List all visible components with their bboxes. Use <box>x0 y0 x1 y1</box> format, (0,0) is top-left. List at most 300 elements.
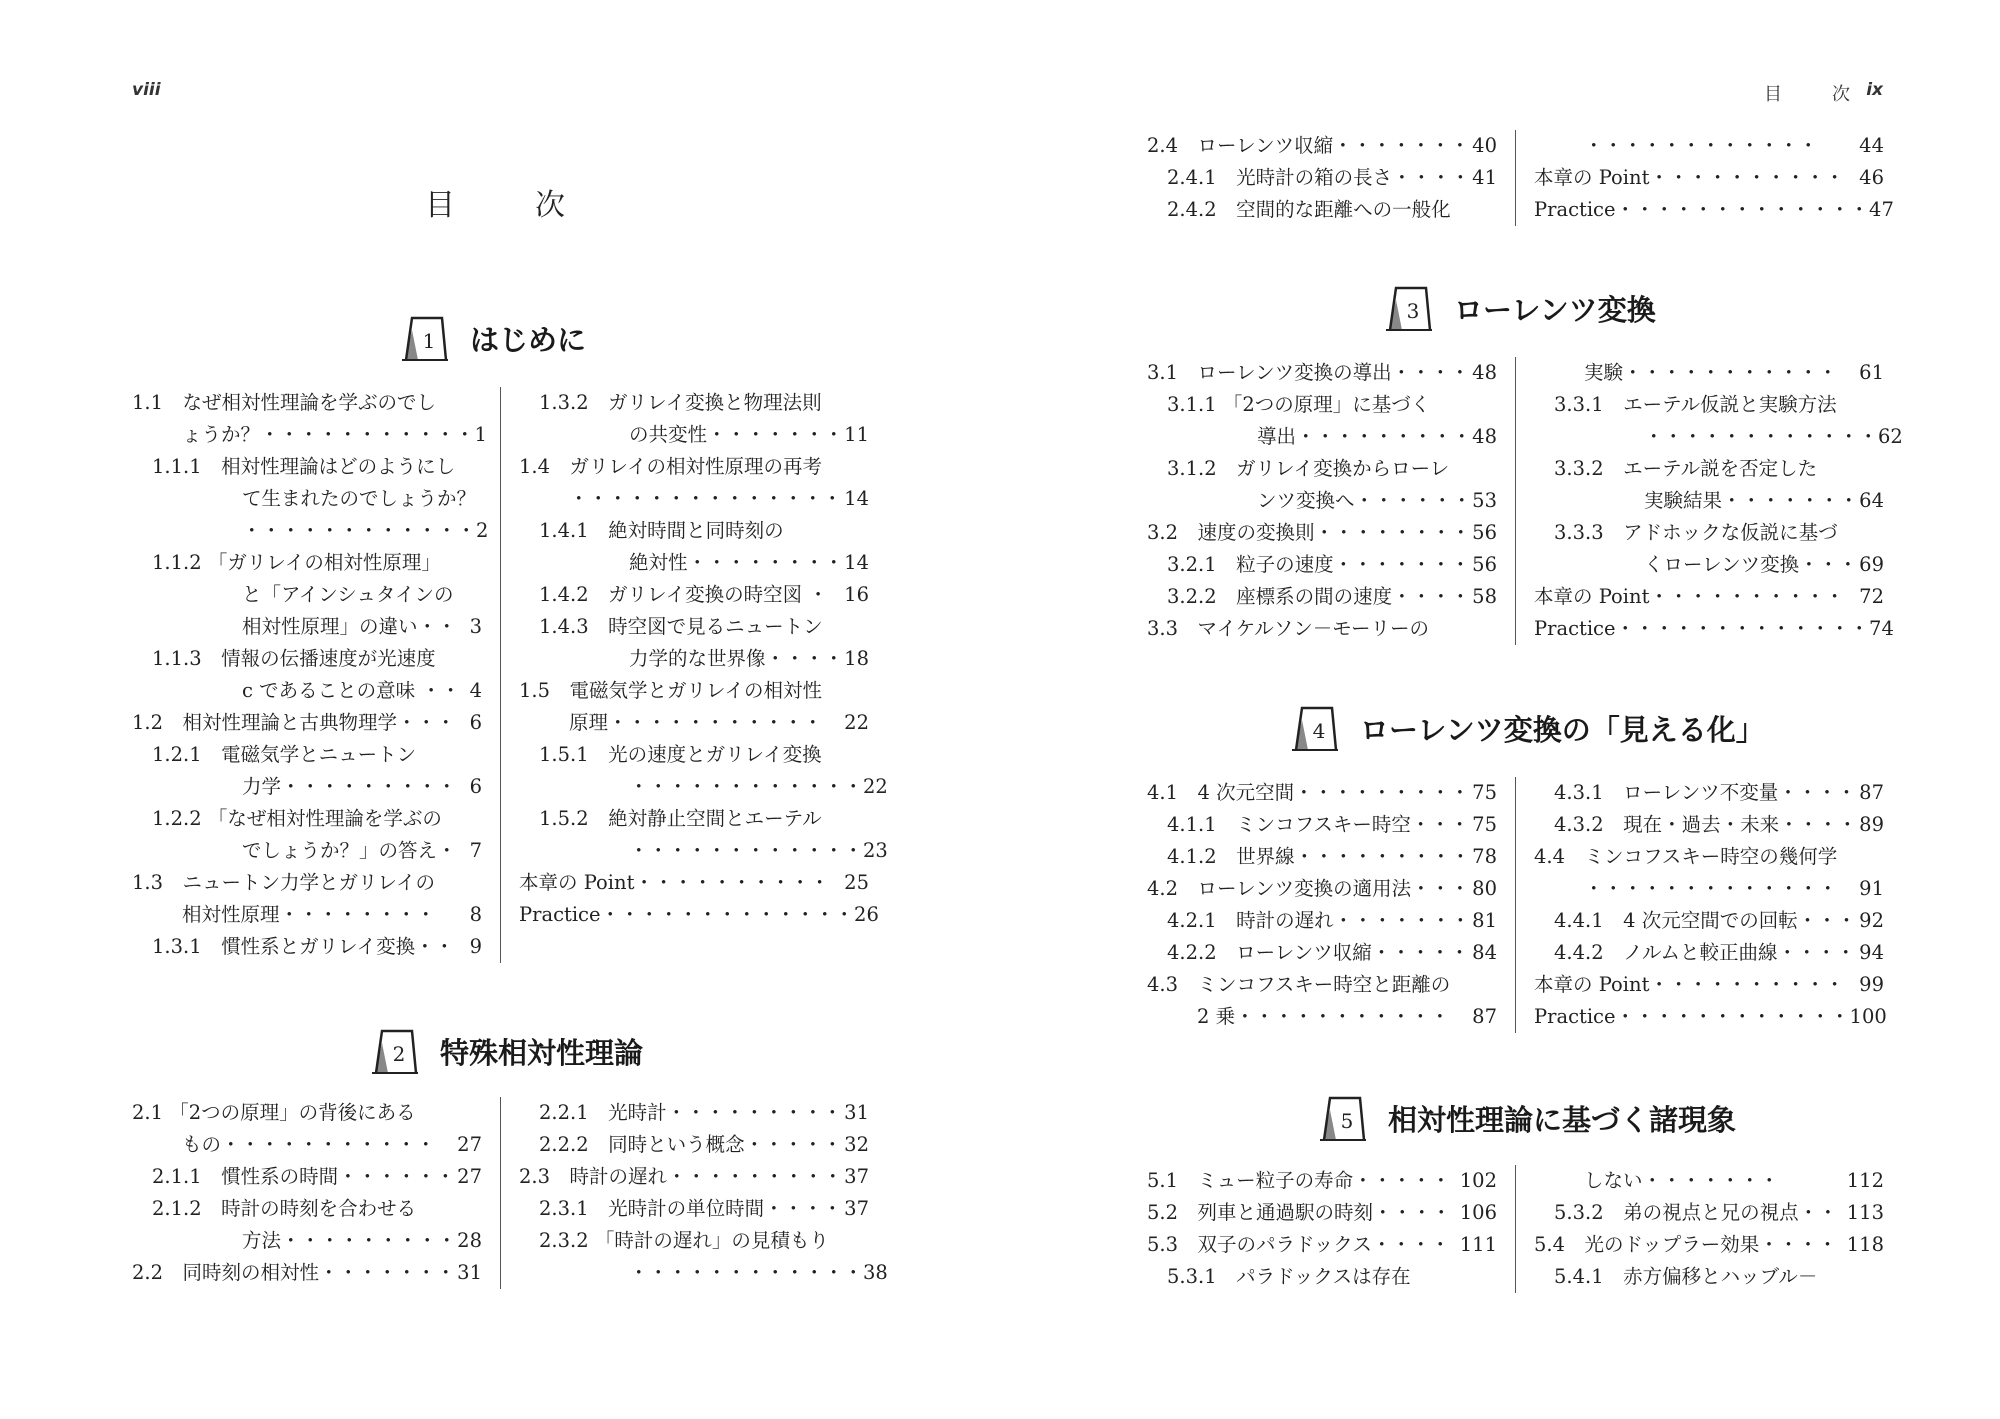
toc-page-number: 87 <box>1859 781 1884 804</box>
chapter-badge-icon <box>368 1025 420 1077</box>
toc-page-number: 72 <box>1859 585 1884 608</box>
right-running-header <box>1714 80 1850 106</box>
chapter-title: 相対性理論に基づく諸現象 <box>1388 1102 1737 1137</box>
chapter-2-toc <box>132 1097 888 1289</box>
toc-page-number: 32 <box>844 1133 869 1156</box>
toc-entry-text: 4.4.1 4 次元空間での回転・・・ <box>1554 909 1857 932</box>
chapter-number: 1 <box>422 329 436 353</box>
toc-entry <box>519 707 869 739</box>
toc-page-number: 106 <box>1459 1201 1497 1224</box>
chapter-5-toc <box>1147 1165 1884 1293</box>
toc-entry-text: 力学的な世界像・・・・ <box>629 647 844 670</box>
left-page-folio: viii <box>132 80 161 100</box>
toc-entry <box>132 899 482 931</box>
toc-page-number: 48 <box>1472 425 1497 448</box>
toc-entry <box>1534 873 1884 905</box>
toc-column-left <box>1147 357 1515 645</box>
chapter-badge-icon <box>1316 1092 1368 1144</box>
toc-entry-text: 4.3 ミンコフスキー時空と距離の <box>1147 973 1451 996</box>
toc-entry <box>1534 1197 1884 1229</box>
toc-entry-text: でしょうか？」の答え・ <box>242 839 457 862</box>
toc-entry-text: 実験・・・・・・・・・・・ <box>1584 361 1838 384</box>
toc-page-number: 92 <box>1859 909 1884 932</box>
toc-entry-text: 5.4 光のドップラー効果・・・・ <box>1534 1233 1838 1256</box>
toc-entry <box>1147 162 1497 194</box>
toc-page-number: 62 <box>1878 425 1903 448</box>
chapter-badge-icon <box>398 312 450 364</box>
toc-entry-text: 5.3 双子のパラドックス・・・・ <box>1147 1233 1451 1256</box>
toc-page-number: 61 <box>1859 361 1884 384</box>
chapter-4-heading <box>1288 702 1765 754</box>
toc-entry <box>1534 162 1884 194</box>
toc-page-number: 78 <box>1472 845 1497 868</box>
toc-entry-text: ・・・・・・・・・・・・・ <box>1584 877 1838 900</box>
toc-entry-text: 3.2 速度の変換則・・・・・・・・ <box>1147 521 1471 544</box>
toc-entry-text: 4.4 ミンコフスキー時空の幾何学 <box>1534 845 1838 868</box>
toc-entry-text: 1.1.1 相対性理論はどのようにし <box>152 455 456 478</box>
toc-page-number: 111 <box>1459 1233 1497 1256</box>
toc-page-number: 8 <box>469 903 482 926</box>
toc-entry <box>132 707 482 739</box>
toc-entry <box>1534 1001 1887 1033</box>
toc-entry <box>519 739 869 771</box>
toc-entry-text: 4.2.2 ローレンツ収縮・・・・・ <box>1167 941 1470 964</box>
toc-entry <box>1147 389 1497 421</box>
toc-entry <box>132 1193 482 1225</box>
toc-entry <box>1534 777 1884 809</box>
toc-entry <box>1147 905 1497 937</box>
toc-entry <box>132 835 482 867</box>
toc-entry <box>1147 969 1497 1001</box>
toc-page-number: 31 <box>844 1101 869 1124</box>
chapter-title: はじめに <box>470 322 587 357</box>
toc-entry-text: 2.2.1 光時計・・・・・・・・・ <box>539 1101 843 1124</box>
toc-entry <box>132 675 482 707</box>
toc-entry-text: くローレンツ変換・・・ <box>1644 553 1858 576</box>
toc-entry-text: 5.2 列車と通過駅の時刻・・・・ <box>1147 1201 1452 1224</box>
toc-entry <box>1147 873 1497 905</box>
toc-entry-text: 5.3.2 弟の視点と兄の視点・・ <box>1554 1201 1838 1224</box>
toc-entry <box>1534 809 1884 841</box>
toc-entry-text: 2.1 「2つの原理」の背後にある <box>132 1101 416 1124</box>
toc-entry <box>1534 613 1894 645</box>
chapter-1-toc <box>132 387 888 963</box>
toc-entry-text: 力学・・・・・・・・・ <box>242 775 457 798</box>
toc-page-number: 14 <box>844 487 869 510</box>
chapter-badge-shape <box>1316 1092 1368 1144</box>
toc-entry <box>519 611 869 643</box>
toc-entry-text: 2.2 同時刻の相対性・・・・・・・ <box>132 1261 456 1284</box>
toc-entry-text: 相対性原理・・・・・・・・ <box>182 903 436 926</box>
toc-entry-text: 3.1 ローレンツ変換の導出・・・・ <box>1147 361 1470 384</box>
toc-entry-text: Practice・・・・・・・・・・・・・ <box>519 903 855 926</box>
toc-entry <box>519 1161 869 1193</box>
toc-entry <box>1534 937 1884 969</box>
toc-entry <box>1534 357 1884 389</box>
toc-page-number: 14 <box>844 551 869 574</box>
toc-entry-text: 5.3.1 パラドックスは存在 <box>1167 1265 1411 1288</box>
toc-page-number: 74 <box>1869 617 1894 640</box>
chapter-title: ローレンツ変換 <box>1454 292 1656 327</box>
toc-entry <box>1534 194 1894 226</box>
toc-page-number: 112 <box>1846 1169 1884 1192</box>
toc-entry <box>1534 517 1884 549</box>
toc-page-number: 16 <box>844 583 869 606</box>
chapter-number: 2 <box>392 1042 406 1066</box>
toc-entry-text: 3.3.3 アドホックな仮説に基づ <box>1554 521 1838 544</box>
chapter-number: 3 <box>1406 299 1420 323</box>
toc-page-number: 46 <box>1859 166 1884 189</box>
toc-entry <box>1147 1197 1497 1229</box>
toc-entry-text: 3.1.2 ガリレイ変換からローレ <box>1167 457 1450 480</box>
toc-entry-text: ・・・・・・・・・・・・ <box>1644 425 1879 448</box>
toc-entry <box>1147 581 1497 613</box>
toc-entry-text: 2.3.2 「時計の遅れ」の見積もり <box>539 1229 829 1252</box>
toc-entry <box>519 483 869 515</box>
toc-page-number: 100 <box>1849 1005 1887 1028</box>
toc-page-number: 37 <box>844 1165 869 1188</box>
toc-page-number: 27 <box>457 1133 482 1156</box>
chapter-badge-icon <box>1382 282 1434 334</box>
toc-entry <box>519 1193 869 1225</box>
chapter-2-toc-continued <box>1147 130 1894 226</box>
toc-page-number: 53 <box>1472 489 1497 512</box>
toc-entry-text: 1.2 相対性理論と古典物理学・・・ <box>132 711 456 734</box>
toc-entry-text: 1.3.1 慣性系とガリレイ変換・・ <box>152 935 455 958</box>
toc-page-number: 40 <box>1472 134 1497 157</box>
toc-entry-text: 4.2.1 時計の遅れ・・・・・・・ <box>1167 909 1471 932</box>
toc-entry-text: 3.3.2 エーテル説を否定した <box>1554 457 1818 480</box>
toc-entry-text: 2.3.1 光時計の単位時間・・・・ <box>539 1197 843 1220</box>
toc-entry-text: 方法・・・・・・・・・ <box>242 1229 457 1252</box>
toc-entry-text: 実験結果・・・・・・・ <box>1644 489 1859 512</box>
toc-entry-text: 2.4 ローレンツ収縮・・・・・・・ <box>1147 134 1470 157</box>
chapter-4-toc <box>1147 777 1887 1033</box>
toc-page-number: 99 <box>1859 973 1884 996</box>
toc-entry-text: ンツ変換へ・・・・・・ <box>1257 489 1472 512</box>
toc-page-number: 6 <box>469 775 482 798</box>
toc-entry <box>1534 549 1884 581</box>
toc-page-number: 11 <box>844 423 869 446</box>
toc-page-number: 89 <box>1859 813 1884 836</box>
toc-column-right <box>1515 1165 1884 1293</box>
toc-entry-text: ・・・・・・・・・・・・ <box>629 775 864 798</box>
toc-entry-text: c であることの意味 ・・ <box>242 679 461 702</box>
toc-page-number: 69 <box>1859 553 1884 576</box>
toc-title-b: 次 <box>535 188 565 223</box>
toc-page-number: 25 <box>844 871 869 894</box>
toc-entry-text: 3.2.1 粒子の速度・・・・・・・ <box>1167 553 1471 576</box>
toc-column-left <box>1147 1165 1515 1293</box>
toc-entry <box>132 1257 482 1289</box>
toc-entry-text: 本章の Point・・・・・・・・・・ <box>519 871 830 894</box>
toc-entry-text: 5.1 ミュー粒子の寿命・・・・・ <box>1147 1169 1451 1192</box>
toc-entry <box>1147 421 1497 453</box>
toc-page-number: 87 <box>1472 1005 1497 1028</box>
chapter-number: 4 <box>1312 719 1326 743</box>
toc-entry <box>1147 194 1497 226</box>
toc-entry-text: と「アインシュタインの <box>242 583 454 606</box>
toc-entry-text: ・・・・・・・・・・・・ <box>242 519 477 542</box>
toc-column-left <box>1147 777 1515 1033</box>
toc-page-number: 56 <box>1472 553 1497 576</box>
toc-entry-text: もの・・・・・・・・・・・ <box>182 1133 436 1156</box>
toc-entry <box>1147 777 1497 809</box>
toc-entry-text: 1.4.3 時空図で見るニュートン <box>539 615 823 638</box>
chapter-title: ローレンツ変換の「見える化」 <box>1360 712 1765 747</box>
toc-column-left <box>1147 130 1515 226</box>
toc-entry-text: 1.3 ニュートン力学とガリレイの <box>132 871 436 894</box>
toc-entry-text: しない・・・・・・・ <box>1584 1169 1780 1192</box>
chapter-2-heading <box>368 1025 643 1077</box>
toc-entry-text: 3.1.1 「2つの原理」に基づく <box>1167 393 1431 416</box>
toc-entry-text: 4.1 4 次元空間・・・・・・・・・ <box>1147 781 1470 804</box>
toc-page-number: 118 <box>1846 1233 1884 1256</box>
toc-entry <box>1147 1261 1497 1293</box>
chapter-badge-icon <box>1288 702 1340 754</box>
toc-entry-text: 3.3.1 エーテル仮説と実験方法 <box>1554 393 1837 416</box>
toc-entry <box>132 547 482 579</box>
toc-entry <box>1534 1165 1884 1197</box>
toc-entry <box>519 1225 869 1257</box>
toc-entry-text: 3.2.2 座標系の間の速度・・・・ <box>1167 585 1471 608</box>
toc-entry-text: 4.1.1 ミンコフスキー時空・・・ <box>1167 813 1470 836</box>
toc-entry-text: 相対性原理」の違い・・ <box>242 615 457 638</box>
toc-page-number: 2 <box>476 519 489 542</box>
toc-entry <box>1147 1229 1497 1261</box>
toc-entry-text: 1.5 電磁気学とガリレイの相対性 <box>519 679 823 702</box>
toc-entry <box>132 931 482 963</box>
toc-entry-text: 本章の Point・・・・・・・・・・ <box>1534 166 1845 189</box>
toc-page-number: 9 <box>469 935 482 958</box>
toc-page-number: 22 <box>863 775 888 798</box>
toc-page-number: 75 <box>1472 813 1497 836</box>
toc-page-number: 58 <box>1472 585 1497 608</box>
toc-entry <box>519 675 869 707</box>
toc-entry <box>1534 969 1884 1001</box>
toc-entry-text: ・・・・・・・・・・・・・・ <box>569 487 843 510</box>
toc-entry-text: 2.2.2 同時という概念・・・・・ <box>539 1133 843 1156</box>
chapter-3-heading <box>1382 282 1656 334</box>
toc-entry-text: 1.1.3 情報の伝播速度が光速度 <box>152 647 436 670</box>
toc-entry-text: Practice・・・・・・・・・・・・・ <box>1534 617 1870 640</box>
toc-entry-text: 導出・・・・・・・・・ <box>1257 425 1472 448</box>
toc-entry <box>1147 549 1497 581</box>
toc-entry <box>1147 809 1497 841</box>
toc-page-number: 102 <box>1459 1169 1497 1192</box>
toc-entry <box>132 771 482 803</box>
toc-page-number: 44 <box>1859 134 1884 157</box>
toc-entry <box>1147 841 1497 873</box>
toc-entry-text: 2.4.1 光時計の箱の長さ・・・・ <box>1167 166 1471 189</box>
toc-entry-text: 1.5.2 絶対静止空間とエーテル <box>539 807 822 830</box>
toc-page-number: 41 <box>1472 166 1497 189</box>
toc-entry <box>132 515 489 547</box>
toc-entry-text: 1.3.2 ガリレイ変換と物理法則 <box>539 391 822 414</box>
toc-entry <box>1147 937 1497 969</box>
toc-entry-text: の共変性・・・・・・・ <box>629 423 844 446</box>
toc-page-number: 84 <box>1472 941 1497 964</box>
toc-entry <box>519 899 879 931</box>
toc-entry <box>1534 1261 1884 1293</box>
toc-entry-text: 2.3 時計の遅れ・・・・・・・・・ <box>519 1165 843 1188</box>
toc-entry-text: 1.5.1 光の速度とガリレイ変換 <box>539 743 822 766</box>
toc-page-number: 81 <box>1472 909 1497 932</box>
toc-entry <box>1534 905 1884 937</box>
toc-page-number: 18 <box>844 647 869 670</box>
toc-page-number: 48 <box>1472 361 1497 384</box>
toc-column-left <box>132 387 500 963</box>
toc-entry <box>132 451 482 483</box>
toc-title <box>425 180 565 224</box>
toc-page-number: 27 <box>457 1165 482 1188</box>
toc-entry-text: 3.3 マイケルソン－モーリーの <box>1147 617 1429 640</box>
toc-entry-text: ・・・・・・・・・・・・ <box>629 839 864 862</box>
running-header-b: 次 <box>1832 84 1850 105</box>
toc-entry <box>1534 453 1884 485</box>
toc-entry <box>519 579 869 611</box>
toc-entry-text: 5.4.1 赤方偏移とハッブル－ <box>1554 1265 1818 1288</box>
toc-page-number: 4 <box>469 679 482 702</box>
chapter-title: 特殊相対性理論 <box>440 1035 644 1070</box>
toc-entry <box>132 387 482 419</box>
toc-entry <box>1534 581 1884 613</box>
toc-entry <box>1534 389 1884 421</box>
toc-entry-text: ・・・・・・・・・・・・ <box>1584 134 1819 157</box>
toc-column-left <box>132 1097 500 1289</box>
toc-entry <box>519 835 888 867</box>
toc-page-number: 56 <box>1472 521 1497 544</box>
toc-page-number: 28 <box>457 1229 482 1252</box>
toc-entry-text: 本章の Point・・・・・・・・・・ <box>1534 973 1845 996</box>
toc-entry-text: て生まれたのでしょうか？ <box>242 487 477 510</box>
toc-entry <box>1534 485 1884 517</box>
chapter-badge-shape <box>398 312 450 364</box>
toc-entry <box>132 1225 482 1257</box>
toc-entry <box>519 1257 888 1289</box>
toc-entry <box>1534 841 1884 873</box>
toc-entry-text: 4.4.2 ノルムと較正曲線・・・・ <box>1554 941 1856 964</box>
running-header-a: 目 <box>1764 84 1782 105</box>
toc-entry-text: 1.4.2 ガリレイ変換の時空図 ・ <box>539 583 828 606</box>
toc-page-number: 91 <box>1859 877 1884 900</box>
toc-entry-text: 4.1.2 世界線・・・・・・・・・ <box>1167 845 1471 868</box>
toc-entry <box>1147 485 1497 517</box>
toc-entry-text: 1.2.1 電磁気学とニュートン <box>152 743 417 766</box>
toc-entry <box>132 739 482 771</box>
toc-entry-text: 絶対性・・・・・・・・ <box>629 551 844 574</box>
toc-entry-text: ょうか？・・・・・・・・・・・ <box>182 423 475 446</box>
toc-entry <box>1147 357 1497 389</box>
toc-column-right <box>1515 130 1894 226</box>
toc-entry <box>519 803 869 835</box>
toc-entry-text: 1.2.2 「なぜ相対性理論を学ぶの <box>152 807 442 830</box>
toc-entry <box>132 611 482 643</box>
toc-entry-text: 1.4 ガリレイの相対性原理の再考 <box>519 455 823 478</box>
toc-entry-text: 原理・・・・・・・・・・・ <box>569 711 823 734</box>
toc-page-number: 26 <box>854 903 879 926</box>
toc-entry <box>1147 130 1497 162</box>
toc-entry <box>1534 130 1884 162</box>
toc-page-number: 47 <box>1869 198 1894 221</box>
toc-entry <box>132 1097 482 1129</box>
toc-column-right <box>1515 777 1887 1033</box>
toc-entry <box>519 547 869 579</box>
right-page-folio: ix <box>1866 80 1883 100</box>
toc-entry <box>519 867 869 899</box>
chapter-3-toc <box>1147 357 1903 645</box>
toc-entry <box>519 1129 869 1161</box>
toc-page-number: 94 <box>1859 941 1884 964</box>
toc-entry-text: 本章の Point・・・・・・・・・・ <box>1534 585 1845 608</box>
toc-page-number: 64 <box>1859 489 1884 512</box>
toc-page-number: 75 <box>1472 781 1497 804</box>
toc-entry <box>1534 1229 1884 1261</box>
toc-entry <box>132 1129 482 1161</box>
toc-page-number: 31 <box>457 1261 482 1284</box>
toc-entry <box>519 387 869 419</box>
toc-entry-text: 2.1.2 時計の時刻を合わせる <box>152 1197 417 1220</box>
toc-page-number: 3 <box>469 615 482 638</box>
toc-entry <box>132 867 482 899</box>
toc-page-number: 37 <box>844 1197 869 1220</box>
chapter-badge-shape <box>1382 282 1434 334</box>
chapter-badge-shape <box>1288 702 1340 754</box>
toc-entry <box>519 643 869 675</box>
toc-entry-text: 1.1.2 「ガリレイの相対性原理」 <box>152 551 441 574</box>
toc-entry <box>132 803 482 835</box>
chapter-number: 5 <box>1340 1109 1354 1133</box>
toc-entry-text: 2.1.1 慣性系の時間・・・・・・ <box>152 1165 456 1188</box>
toc-entry <box>1147 613 1497 645</box>
chapter-badge-shape <box>368 1025 420 1077</box>
toc-entry-text: 4.3.1 ローレンツ不変量・・・・ <box>1554 781 1857 804</box>
toc-entry-text: Practice・・・・・・・・・・・・ <box>1534 1005 1850 1028</box>
toc-page-number: 7 <box>469 839 482 862</box>
toc-entry <box>132 483 482 515</box>
toc-entry-text: 2.4.2 空間的な距離への一般化 <box>1167 198 1451 221</box>
toc-entry <box>519 451 869 483</box>
toc-entry <box>1147 1001 1497 1033</box>
toc-entry <box>132 579 482 611</box>
toc-page-number: 22 <box>844 711 869 734</box>
toc-column-right <box>1515 357 1903 645</box>
toc-entry <box>519 515 869 547</box>
toc-entry-text: 2 乗・・・・・・・・・・・ <box>1197 1005 1450 1028</box>
toc-entry <box>132 643 482 675</box>
toc-entry <box>519 771 888 803</box>
toc-entry <box>519 1097 869 1129</box>
toc-entry-text: 1.4.1 絶対時間と同時刻の <box>539 519 784 542</box>
toc-column-right <box>500 387 888 963</box>
toc-page-number: 113 <box>1846 1201 1884 1224</box>
toc-entry-text: 4.3.2 現在・過去・未来・・・・ <box>1554 813 1858 836</box>
chapter-5-heading <box>1316 1092 1736 1144</box>
toc-entry <box>1147 453 1497 485</box>
toc-page-number: 6 <box>469 711 482 734</box>
toc-entry <box>1147 1165 1497 1197</box>
toc-column-right <box>500 1097 888 1289</box>
toc-entry <box>519 419 869 451</box>
toc-entry-text: 4.2 ローレンツ変換の適用法・・・ <box>1147 877 1470 900</box>
toc-page-number: 23 <box>863 839 888 862</box>
toc-page-number: 1 <box>474 423 487 446</box>
toc-page-number: 38 <box>863 1261 888 1284</box>
toc-entry-text: ・・・・・・・・・・・・ <box>629 1261 864 1284</box>
toc-title-a: 目 <box>425 188 455 223</box>
toc-entry <box>132 419 487 451</box>
toc-entry <box>1147 517 1497 549</box>
